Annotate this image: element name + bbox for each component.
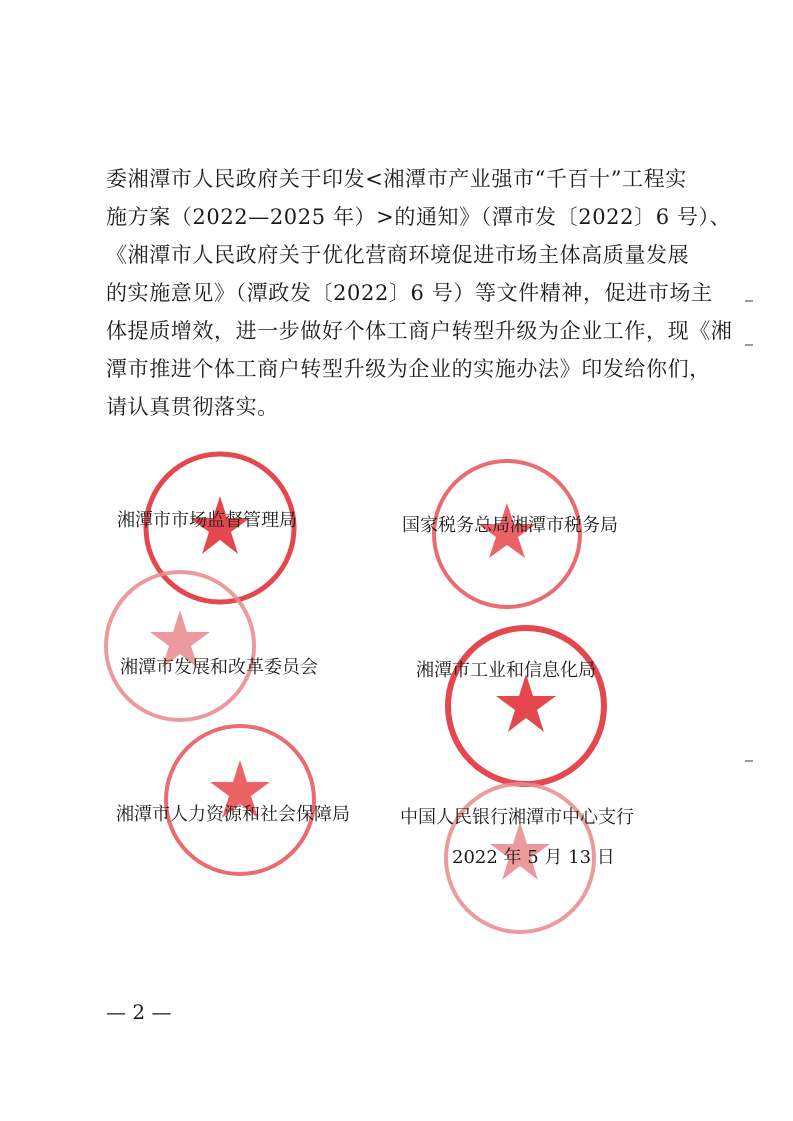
body-line: 体提质增效，进一步做好个体工商户转型升级为企业工作，现《湘 bbox=[106, 319, 733, 343]
scan-edge-mark bbox=[745, 300, 753, 302]
body-line: 潭市推进个体工商户转型升级为企业的实施办法》印发给你们， bbox=[106, 357, 711, 381]
signatory-market-supervision: 湘潭市市场监督管理局 bbox=[117, 510, 297, 531]
body-line: 施方案（2022—2025 年）>的通知》（潭市发〔2022〕6 号）、 bbox=[106, 205, 732, 229]
signatory-development-reform: 湘潭市发展和改革委员会 bbox=[120, 657, 318, 678]
body-line: 请认真贯彻落实。 bbox=[106, 395, 279, 419]
signatory-taxation-bureau: 国家税务总局湘潭市税务局 bbox=[402, 515, 618, 536]
signatory-industry-it: 湘潭市工业和信息化局 bbox=[416, 660, 596, 681]
document-date: 2022 年 5 月 13 日 bbox=[452, 847, 615, 868]
signatory-peoples-bank: 中国人民银行湘潭市中心支行 bbox=[400, 807, 634, 828]
body-text bbox=[106, 160, 733, 426]
scan-edge-mark bbox=[745, 760, 753, 762]
page-number: — 2 — bbox=[106, 1000, 172, 1024]
seal-industry-it bbox=[442, 622, 610, 790]
body-line: 委湘潭市人民政府关于印发<湘潭市产业强市“千百十”工程实 bbox=[106, 167, 687, 191]
body-line: 的实施意见》（潭政发〔2022〕6 号）等文件精神，促进市场主 bbox=[106, 281, 713, 305]
signatory-human-resources: 湘潭市人力资源和社会保障局 bbox=[116, 804, 350, 825]
scan-edge-mark bbox=[745, 344, 753, 346]
seal-development-reform bbox=[100, 566, 260, 726]
body-line: 《湘潭市人民政府关于优化营商环境促进市场主体高质量发展 bbox=[106, 243, 690, 267]
